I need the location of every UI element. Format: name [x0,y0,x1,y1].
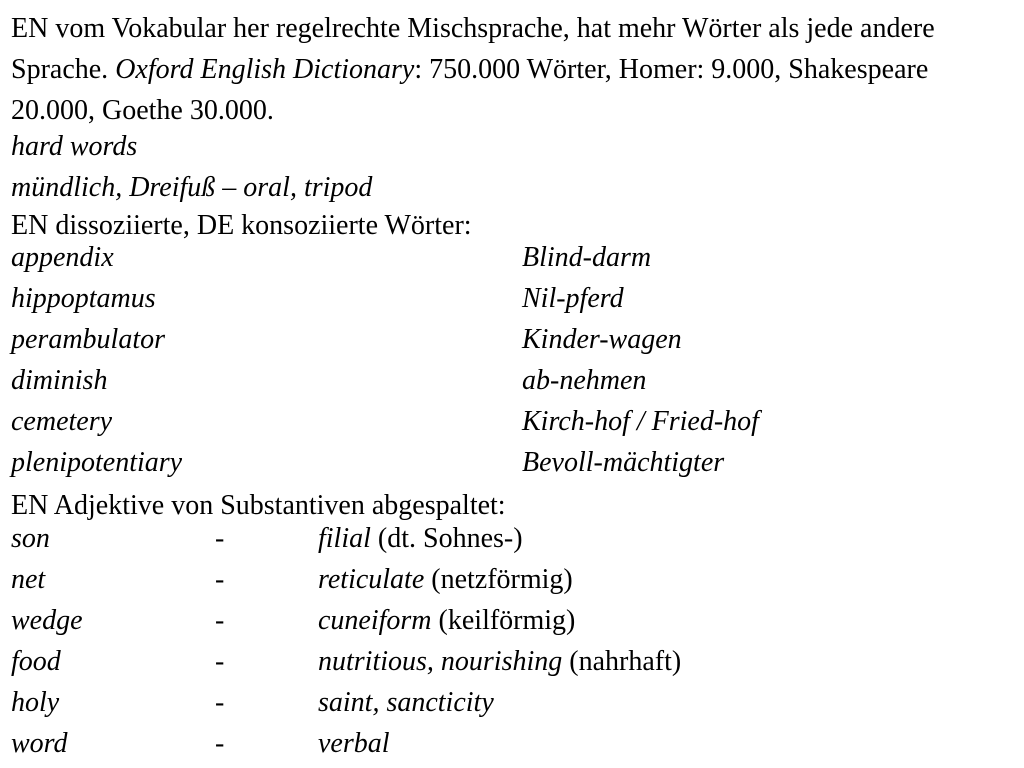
german-word: Bevoll-mächtigter [522,447,725,478]
german-word: Nil-pferd [522,283,624,314]
gloss: (dt. Sohnes-) [370,523,523,554]
gloss: (nahrhaft) [562,646,682,677]
adjective-cell [318,646,681,678]
dictionary-title: Oxford English Dictionary [115,54,415,85]
table-row [0,728,1024,760]
adjective-cell [318,605,575,637]
table-row [0,242,1024,274]
adjective: verbal [318,728,390,759]
dash: - [215,728,225,759]
table-row [0,564,1024,596]
table-row [0,447,1024,479]
noun: son [11,523,50,554]
german-word: ab-nehmen [522,365,647,396]
dash: - [215,646,225,677]
gloss: (keilförmig) [431,605,576,636]
gloss: (netzförmig) [424,564,573,595]
english-word: appendix [11,242,114,273]
adjective: cuneiform [318,605,432,636]
english-word: plenipotentiary [11,447,183,478]
noun: wedge [11,605,83,636]
table-row [0,687,1024,719]
german-word: Kirch-hof / Fried-hof [522,406,759,437]
example-line: mündlich, Dreifuß – oral, tripod [11,172,373,203]
table-row [0,365,1024,397]
dissociated-heading: EN dissoziierte, DE konsoziierte Wörter: [11,210,472,241]
dash: - [215,523,225,554]
adjective-cell [318,564,573,596]
english-word: cemetery [11,406,113,437]
adjective: saint, sancticity [318,687,494,718]
noun: net [11,564,46,595]
noun: holy [11,687,60,718]
german-word: Kinder-wagen [522,324,682,355]
adjective: filial [318,523,371,554]
hard-words-label: hard words [11,131,138,162]
german-word: Blind-darm [522,242,652,273]
table-row [0,523,1024,555]
table-row [0,605,1024,637]
intro-text-2: : 750.000 Wörter, Homer: 9.000, Shakespeare 20.000, Goethe 30.000. [11,54,929,126]
adjective-heading: EN Adjektive von Substantiven abgespaltet: [11,490,506,521]
intro-text-1: EN vom Vokabular her regelrechte Mischsprache, hat mehr Wörter als jede andere Sprache. [11,13,935,85]
noun: food [11,646,61,677]
table-row [0,324,1024,356]
adjective: reticulate [318,564,425,595]
table-row [0,646,1024,678]
noun: word [11,728,68,759]
intro-paragraph [11,8,1011,131]
dash: - [215,564,225,595]
dash: - [215,687,225,718]
adjective-cell [318,523,523,555]
english-word: diminish [11,365,108,396]
table-row [0,406,1024,438]
dash: - [215,605,225,636]
table-row [0,283,1024,315]
adjective-cell [318,687,494,719]
english-word: hippoptamus [11,283,156,314]
english-word: perambulator [11,324,165,355]
adjective-cell [318,728,390,760]
adjective: nutritious, nourishing [318,646,563,677]
